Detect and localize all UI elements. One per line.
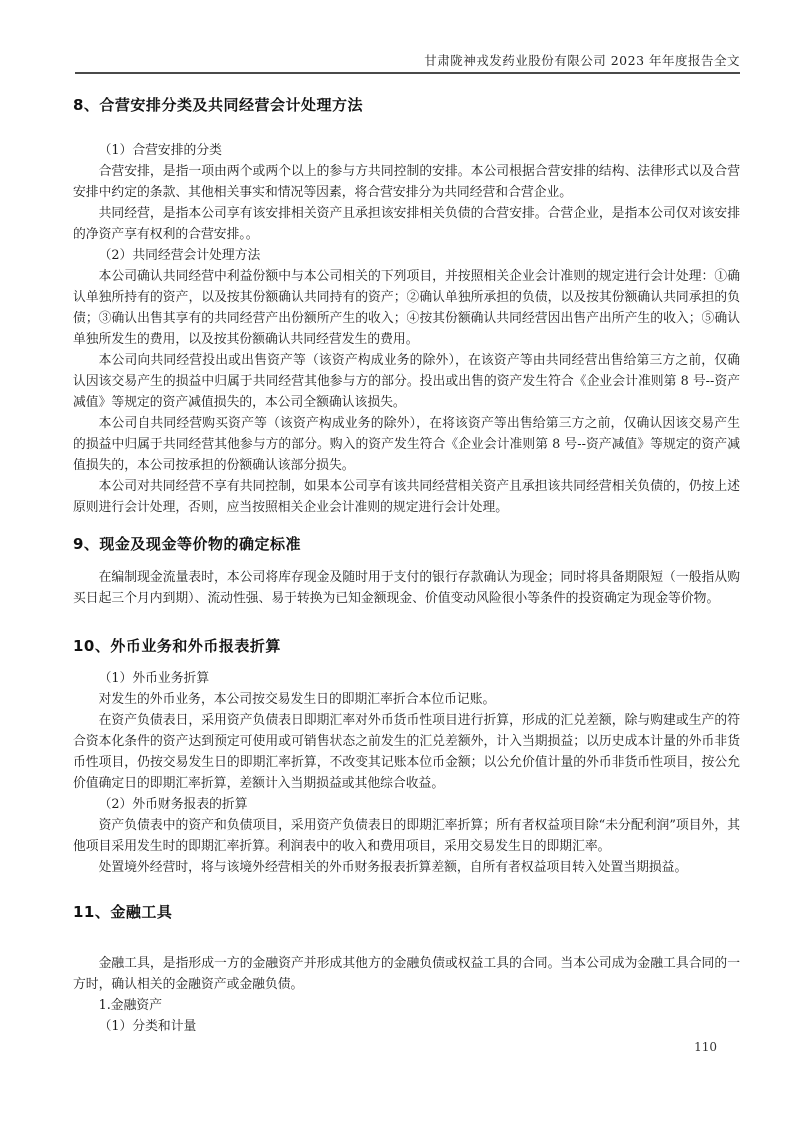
section-joint-arrangements	[73, 96, 740, 518]
section-foreign-currency	[73, 637, 740, 878]
paragraph: 资产负债表中的资产和负债项目，采用资产负债表日的即期汇率折算；所有者权益项目除“未分配利润”项目外，其他项目采用发生时的即期汇率折算。利润表中的收入和费用项目，采用交易发生日的即期汇率。	[73, 818, 740, 854]
sub-item-label: 1.金融资产	[98, 998, 162, 1013]
paragraph: 本公司自共同经营购买资产等（该资产构成业务的除外），在将该资产等出售给第三方之前，仅确认因该交易产生的损益中归属于共同经营其他参与方的部分。购入的资产发生符合《企业会计准则第 8 号--资产减值》等规定的资产减值损失的，本公司按承担的份额确认该部分损失。	[73, 416, 740, 473]
section-heading-10: 10、外币业务和外币报表折算	[73, 637, 281, 655]
paragraph: 处置境外经营时，将与该境外经营相关的外币财务报表折算差额，自所有者权益项目转入处置当期损益。	[98, 860, 688, 875]
page-header	[75, 0, 740, 74]
section-cash-equivalents	[73, 535, 740, 609]
paragraph: 本公司向共同经营投出或出售资产等（该资产构成业务的除外），在该资产等由共同经营出售给第三方之前，仅确认因该交易产生的损益中归属于共同经营其他参与方的部分。投出或出售的资产发生符合《企业会计准则第 8 号--资产减值》等规定的资产减值损失的，本公司全额确认该损失。	[73, 353, 740, 410]
report-header-title: 甘肃陇神戎发药业股份有限公司 2023 年年度报告全文	[424, 53, 740, 68]
page-body	[73, 74, 740, 1037]
paragraph: 本公司确认共同经营中利益份额中与本公司相关的下列项目，并按照相关企业会计准则的规定进行会计处理：①确认单独所持有的资产，以及按其份额确认共同持有的资产；②确认单独所承担的负债，以及按其份额确认共同承担的负债；③确认出售其享有的共同经营产出份额所产生的收入；④按其份额确认共同经营因出售产出所产生的收入；⑤确认单独所发生的费用，以及按其份额确认共同经营发生的费用。	[73, 269, 740, 347]
page-number: 110	[694, 1040, 717, 1054]
section-financial-instruments	[73, 903, 740, 1037]
sub-item-label: （1）外币业务折算	[98, 671, 210, 686]
section-heading-11: 11、金融工具	[73, 903, 173, 921]
paragraph: 在编制现金流量表时，本公司将库存现金及随时用于支付的银行存款确认为现金；同时将具备期限短（一般指从购买日起三个月内到期）、流动性强、易于转换为已知金额现金、价值变动风险很小等条件的投资确定为现金等价物。	[73, 570, 740, 606]
paragraph: 金融工具，是指形成一方的金融资产并形成其他方的金融负债或权益工具的合同。当本公司成为金融工具合同的一方时，确认相关的金融资产或金融负债。	[73, 956, 740, 992]
paragraph: 在资产负债表日，采用资产负债表日即期汇率对外币货币性项目进行折算，形成的汇兑差额，除与购建或生产的符合资本化条件的资产达到预定可使用或可销售状态之前发生的汇兑差额外，计入当期损益；以历史成本计量的外币非货币性项目，仍按交易发生日的即期汇率折算，不改变其记账本位币金额；以公允价值计量的外币非货币性项目，按公允价值确定日的即期汇率折算，差额计入当期损益或其他综合收益。	[73, 713, 740, 791]
sub-item-label: （1）分类和计量	[98, 1019, 197, 1034]
section-heading-8: 8、合营安排分类及共同经营会计处理方法	[73, 96, 363, 114]
sub-item-label: （1）合营安排的分类	[98, 143, 222, 158]
page-footer	[694, 1040, 717, 1055]
section-heading-9: 9、现金及现金等价物的确定标准	[73, 535, 301, 553]
paragraph: 本公司对共同经营不享有共同控制，如果本公司享有该共同经营相关资产且承担该共同经营相关负债的，仍按上述原则进行会计处理，否则，应当按照相关企业会计准则的规定进行会计处理。	[73, 479, 740, 515]
paragraph: 合营安排，是指一项由两个或两个以上的参与方共同控制的安排。本公司根据合营安排的结构、法律形式以及合营安排中约定的条款、其他相关事实和情况等因素，将合营安排分为共同经营和合营企业。	[73, 164, 740, 200]
paragraph: 对发生的外币业务，本公司按交易发生日的即期汇率折合本位币记账。	[98, 692, 496, 707]
sub-item-label: （2）共同经营会计处理方法	[98, 248, 261, 263]
paragraph: 共同经营，是指本公司享有该安排相关资产且承担该安排相关负债的合营安排。合营企业，是指本公司仅对该安排的净资产享有权利的合营安排。。	[73, 206, 740, 242]
sub-item-label: （2）外币财务报表的折算	[98, 797, 248, 812]
